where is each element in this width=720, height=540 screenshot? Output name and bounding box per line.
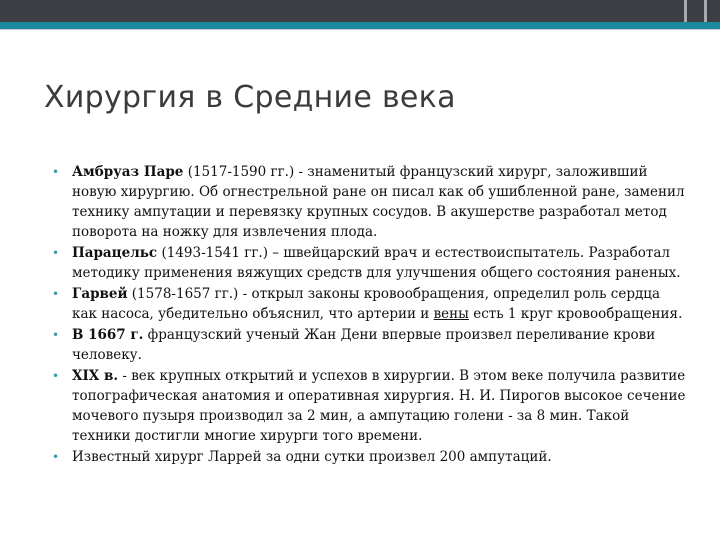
header-accent-stripe bbox=[0, 22, 720, 29]
bullet-bold-text: В 1667 г. bbox=[72, 327, 144, 343]
list-item bbox=[52, 366, 688, 446]
bullet-bold-text: XIX в. bbox=[72, 368, 119, 384]
list-item bbox=[52, 447, 688, 467]
header-divider bbox=[0, 29, 720, 30]
bullet-bold-text: Амбруаз Паре bbox=[72, 164, 184, 180]
bullet-bold-text: Парацельс bbox=[72, 245, 158, 261]
bullet-text: есть 1 круг кровообращения. bbox=[468, 306, 683, 322]
bullet-icon: • bbox=[52, 246, 60, 260]
list-item bbox=[52, 284, 688, 324]
bullet-icon: • bbox=[52, 287, 60, 301]
bullet-text: (1578-1657 гг.) - открыл законы кровообращения, определил роль сердца как насоса, убедительно объяснил, что артерии и bbox=[72, 286, 661, 322]
bullet-icon: • bbox=[52, 369, 60, 383]
list-item bbox=[52, 243, 688, 283]
bullet-list bbox=[52, 162, 688, 468]
header-bar bbox=[0, 0, 720, 22]
bullet-text: французский ученый Жан Дени впервые произвел переливание крови человеку. bbox=[72, 327, 656, 363]
header-mark-2 bbox=[704, 0, 707, 22]
bullet-text: Известный хирург Ларрей за одни сутки произвел 200 ампутаций. bbox=[72, 449, 552, 465]
bullet-text: (1493-1541 гг.) – швейцарский врач и естествоиспытатель. Разработал методику применения вяжущих средств для улучшения общего состояния раненых. bbox=[72, 245, 681, 281]
header-mark-1 bbox=[684, 0, 687, 22]
bullet-bold-text: Гарвей bbox=[72, 286, 128, 302]
bullet-text: - век крупных открытий и успехов в хирургии. В этом веке получила развитие топографическая анатомия и оперативная хирургия. Н. И. Пирогов высокое сечение мочевого пузыря производил за 2 мин, а ампутацию голени - за 8 мин. Такой техники достигли многие хирурги того времени. bbox=[72, 368, 686, 444]
bullet-icon: • bbox=[52, 450, 60, 464]
bullet-text: (1517-1590 гг.) - знаменитый французский хирург, заложивший новую хирургию. Об огнестрельной ране он писал как об ушибленной ране, заменил технику ампутации и перевязку крупных сосудов. В акушерстве разработал метод поворота на ножку для извлечения плода. bbox=[72, 164, 685, 240]
list-item bbox=[52, 325, 688, 365]
bullet-icon: • bbox=[52, 328, 60, 342]
list-item bbox=[52, 162, 688, 242]
slide-title: Хирургия в Средние века bbox=[44, 80, 456, 115]
bullet-icon: • bbox=[52, 165, 60, 179]
link-veins[interactable]: вены bbox=[433, 306, 469, 322]
